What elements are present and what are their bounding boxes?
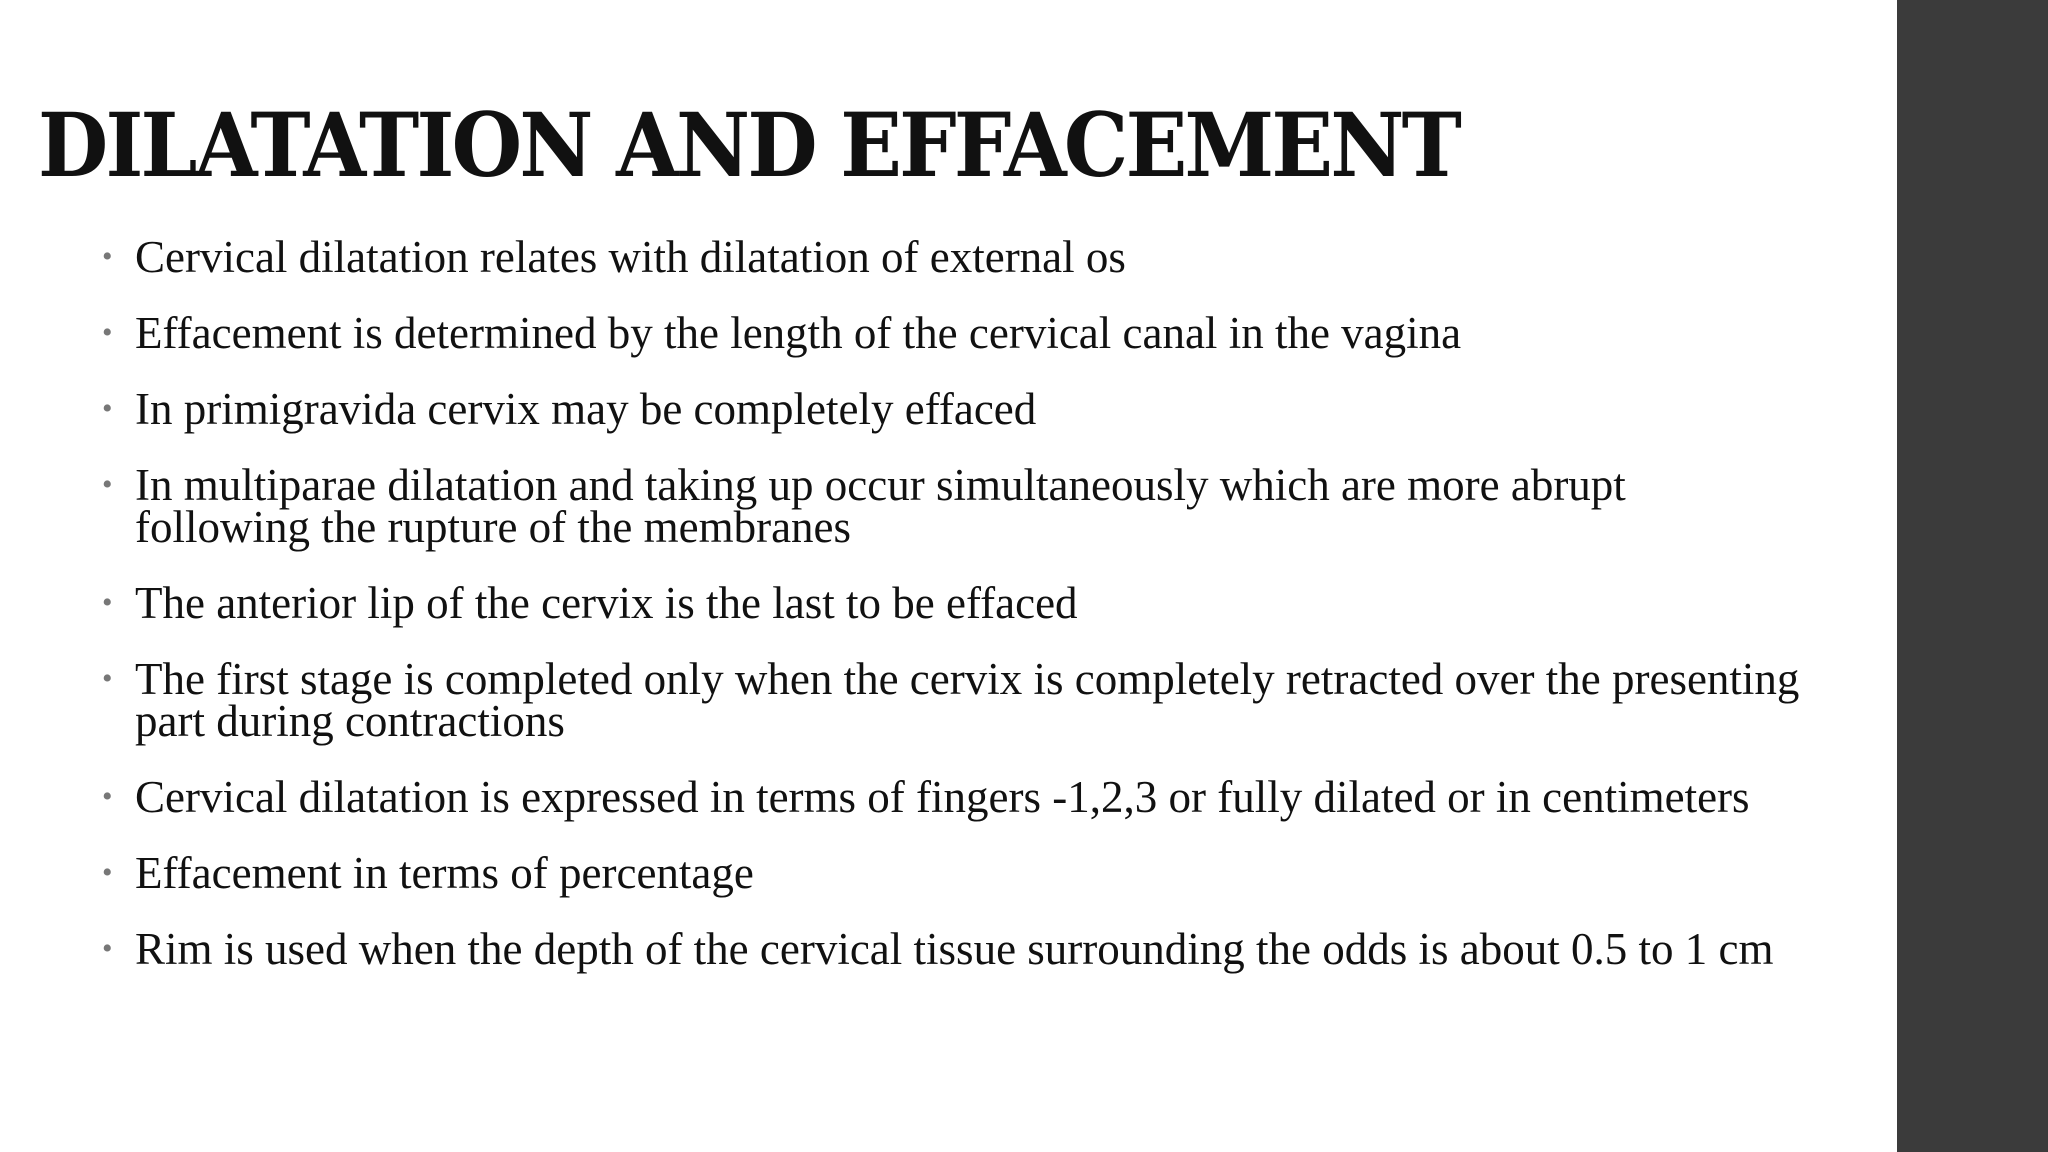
bullet-item xyxy=(100,654,1800,746)
bullet-text: Cervical dilatation is expressed in terms of fingers -1,2,3 or fully dilated or in centimeters xyxy=(135,772,1750,822)
side-bar xyxy=(1897,0,2048,1152)
bullet-dot-icon: • xyxy=(102,392,113,425)
bullet-item xyxy=(100,384,1800,434)
bullet-dot-icon: • xyxy=(102,586,113,619)
bullet-item xyxy=(100,848,1800,898)
bullet-text: Effacement in terms of percentage xyxy=(135,848,754,898)
bullet-text: The anterior lip of the cervix is the last to be effaced xyxy=(135,578,1078,628)
bullet-dot-icon: • xyxy=(102,468,113,501)
bullet-dot-icon: • xyxy=(102,932,113,965)
bullet-item xyxy=(100,460,1800,552)
bullet-text: The first stage is completed only when the cervix is completely retracted over the presenting part during contractions xyxy=(135,654,1800,746)
bullet-text: Effacement is determined by the length of the cervical canal in the vagina xyxy=(135,308,1462,358)
bullet-item xyxy=(100,578,1800,628)
bullet-item xyxy=(100,924,1800,974)
bullet-dot-icon: • xyxy=(102,662,113,695)
bullet-list xyxy=(100,232,1800,1004)
bullet-item xyxy=(100,772,1800,822)
bullet-dot-icon: • xyxy=(102,780,113,813)
bullet-dot-icon: • xyxy=(102,240,113,273)
bullet-dot-icon: • xyxy=(102,316,113,349)
bullet-text: Rim is used when the depth of the cervical tissue surrounding the odds is about 0.5 to 1 cm xyxy=(135,924,1774,974)
bullet-text: Cervical dilatation relates with dilatation of external os xyxy=(135,232,1126,282)
slide-title: DILATATION AND EFFACEMENT xyxy=(38,93,1460,197)
bullet-item xyxy=(100,232,1800,282)
bullet-text: In multiparae dilatation and taking up occur simultaneously which are more abrupt following the rupture of the membranes xyxy=(135,460,1626,552)
bullet-text: In primigravida cervix may be completely effaced xyxy=(135,384,1037,434)
bullet-dot-icon: • xyxy=(102,856,113,889)
bullet-item xyxy=(100,308,1800,358)
